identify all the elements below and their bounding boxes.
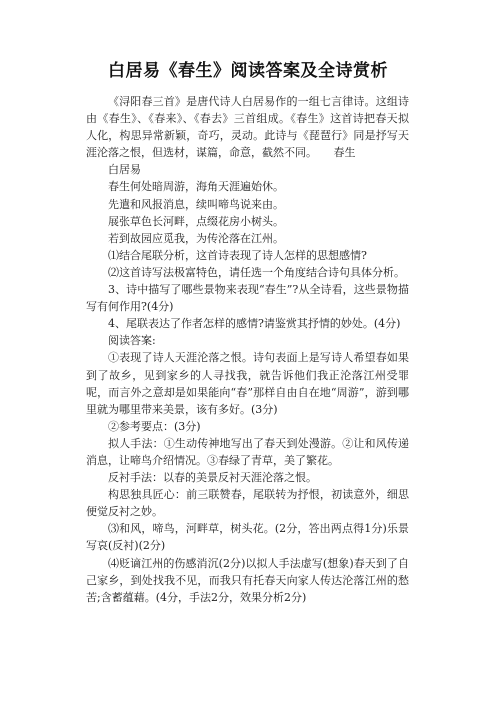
answer-4: ⑷贬谪江州的伤感消沉(2分)以拟人手法虚写(想象)春天到了自己家乡，到处找我不见，而我只有托春天向家人传达沦落江州的愁苦;含蓄蕴藉。(4分，手法2分，效果分析2分) xyxy=(86,556,409,604)
document-title: 白居易《春生》阅读答案及全诗赏析 xyxy=(108,61,388,81)
poem-line-3: 展张草色长河畔，点缀花房小树头。 xyxy=(108,214,284,228)
poem-line-2: 先遣和风报消息，续叫啼鸟说来由。 xyxy=(108,197,284,211)
question-1: ⑴结合尾联分析，这首诗表现了诗人怎样的思想感情? xyxy=(108,248,367,262)
answers-heading: 阅读答案: xyxy=(108,334,156,348)
answer-3: ⑶和风，啼鸟，河畔草，树头花。(2分，答出两点得1分)乐景写哀(反衬)(2分) xyxy=(86,522,409,553)
answer-2: ②参考要点：(3分) xyxy=(108,419,201,433)
poem-line-4: 若到故园应觅我，为传沦落在江州。 xyxy=(108,231,284,245)
question-4: 4、尾联表达了作者怎样的感情?请鉴赏其抒情的妙处。(4分) xyxy=(108,317,401,331)
question-3: 3、诗中描写了哪些景物来表现“春生”?从全诗看，这些景物描写有何作用?(4分) xyxy=(86,283,409,314)
question-2: ⑵这首诗写法极富特色，请任选一个角度结合诗句具体分析。 xyxy=(108,265,405,279)
intro-paragraph: 《浔阳春三首》是唐代诗人白居易作的一组七言律诗。这组诗由《春生》、《春来》、《春去》三首组成。《春生》这首诗把春天拟人化，构思异常新颖，奇巧，灵动。此诗与《琵琶行》同是抒写天涯沦落之恨，但选材，谋篇，命意，截然不同。 春生 xyxy=(86,95,409,160)
answer-2-structure: 构思独具匠心：前三联赞春，尾联转为抒恨，初读意外，细思便觉反衬之妙。 xyxy=(86,488,409,519)
answer-2-personification: 拟人手法：①生动传神地写出了春天到处漫游。②让和风传递消息，让啼鸟介绍情况。③春绿了青草，美了繁花。 xyxy=(86,436,409,467)
poem-author: 白居易 xyxy=(108,163,141,177)
answer-1: ①表现了诗人天涯沦落之恨。诗句表面上是写诗人希望春如果到了故乡，见到家乡的人寻找我，就告诉他们我正沦落江州受罪呢，而言外之意却是如果能向“春”那样自由自在地“周游”，游到哪里就为哪里带来美景，该有多好。(3分) xyxy=(86,351,409,416)
answer-2-contrast: 反衬手法：以春的美景反衬天涯沦落之恨。 xyxy=(108,471,317,485)
poem-line-1: 春生何处暗周游，海角天涯遍始休。 xyxy=(108,180,284,194)
document-body xyxy=(86,93,409,606)
